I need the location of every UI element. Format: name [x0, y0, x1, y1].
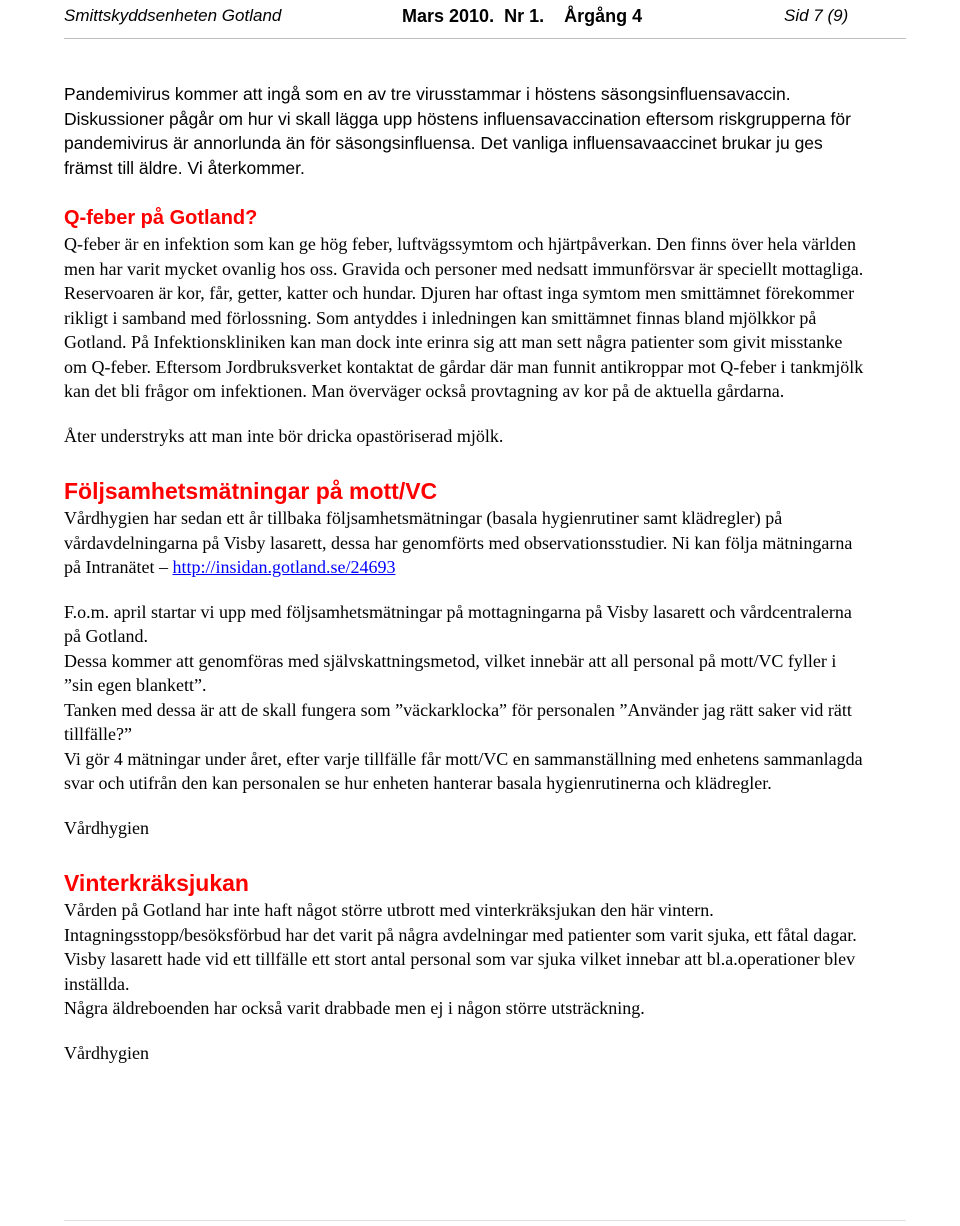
- compliance-body: [64, 506, 864, 580]
- compliance-signature: Vårdhygien: [64, 817, 149, 838]
- compliance-line: Tanken med dessa är att de skall fungera som ”väckarklocka” för personalen ”Använder jag rätt saker vid rätt tillfälle?”: [64, 699, 852, 744]
- compliance-line: F.o.m. april startar vi upp med följsamhetsmätningar på mottagningarna på Visby lasarett och vårdcentralerna på Gotland.: [64, 601, 852, 646]
- winter-line: Vården på Gotland har inte haft något större utbrott med vinterkräksjukan den här vintern.: [64, 900, 714, 920]
- header-divider: [64, 38, 906, 39]
- qfeber-warning: Åter understryks att man inte bör dricka opastöriserad mjölk.: [64, 425, 504, 446]
- winter-heading: Vinterkräksjukan: [64, 870, 249, 896]
- header-issue: Mars 2010. Nr 1. Årgång 4: [402, 6, 643, 26]
- header-org: Smittskyddsenheten Gotland: [64, 6, 282, 25]
- qfeber-heading: Q-feber på Gotland?: [64, 207, 258, 229]
- header-page-number: Sid 7 (9): [784, 6, 849, 25]
- compliance-heading: Följsamhetsmätningar på mott/VC: [64, 478, 438, 504]
- winter-line: Några äldreboenden har också varit drabbade men ej i någon större utsträckning.: [64, 998, 645, 1018]
- qfeber-body: Q-feber är en infektion som kan ge hög feber, luftvägssymtom och hjärtpåverkan. Den finns över hela världen men har varit mycket ovanlig hos oss. Gravida och personer med nedsatt immunförsvar är speciellt mottagliga. Reservoaren är kor, får, getter, katter och hundar. Djuren har oftast inga symtom men smittämnet förekommer rikligt i samband med förlossning. Som antyddes i inledningen kan smittämnet finnas bland mjölkkor på Gotland. På Infektionskliniken kan man dock inte erinra sig att man sett några patienter som givit misstanke om Q-feber. Eftersom Jordbruksverket kontaktat de gårdar där man funnit antikroppar mot Q-feber i tankmjölk kan det bli frågor om infektionen. Man överväger också provtagning av kor på de aktuella gårdarna.: [64, 234, 864, 401]
- footer-divider: [64, 1220, 906, 1221]
- intranet-link[interactable]: http://insidan.gotland.se/24693: [172, 557, 396, 577]
- winter-line: Visby lasarett hade vid ett tillfälle ett stort antal personal som var sjuka vilket innebar att bl.a.operationer blev inställda.: [64, 949, 856, 994]
- winter-signature: Vårdhygien: [64, 1042, 149, 1063]
- intro-paragraph: Pandemivirus kommer att ingå som en av tre virusstammar i höstens säsongsinfluensavaccin. Diskussioner pågår om hur vi skall lägga upp höstens influensavaccination eftersom riskgrupperna för pandemivirus är annorlunda än för säsongsinfluensa. Det vanliga influensavaaccinet brukar ju ges främst till äldre. Vi återkommer.: [64, 84, 851, 178]
- page-content: [64, 82, 864, 1065]
- winter-line: Intagningsstopp/besöksförbud har det varit på några avdelningar med patienter som varit sjuka, ett fåtal dagar.: [64, 924, 857, 945]
- compliance-line: Dessa kommer att genomföras med självskattningsmetod, vilket innebär att all personal på mott/VC fyller i ”sin egen blankett”.: [64, 650, 837, 695]
- compliance-line: Vi gör 4 mätningar under året, efter varje tillfälle får mott/VC en sammanställning med enhetens sammanlagda svar och utifrån den kan personalen se hur enheten hanterar basala hygienrutinerna och klädregler.: [64, 748, 863, 793]
- compliance-body-text: Vårdhygien har sedan ett år tillbaka följsamhetsmätningar (basala hygienrutiner samt klädregler) på vårdavdelningarna på Visby lasarett, dessa har genomförts med observationsstudier. Ni kan följa mätningarna på Intranätet –: [64, 508, 853, 577]
- page-header: [64, 4, 906, 28]
